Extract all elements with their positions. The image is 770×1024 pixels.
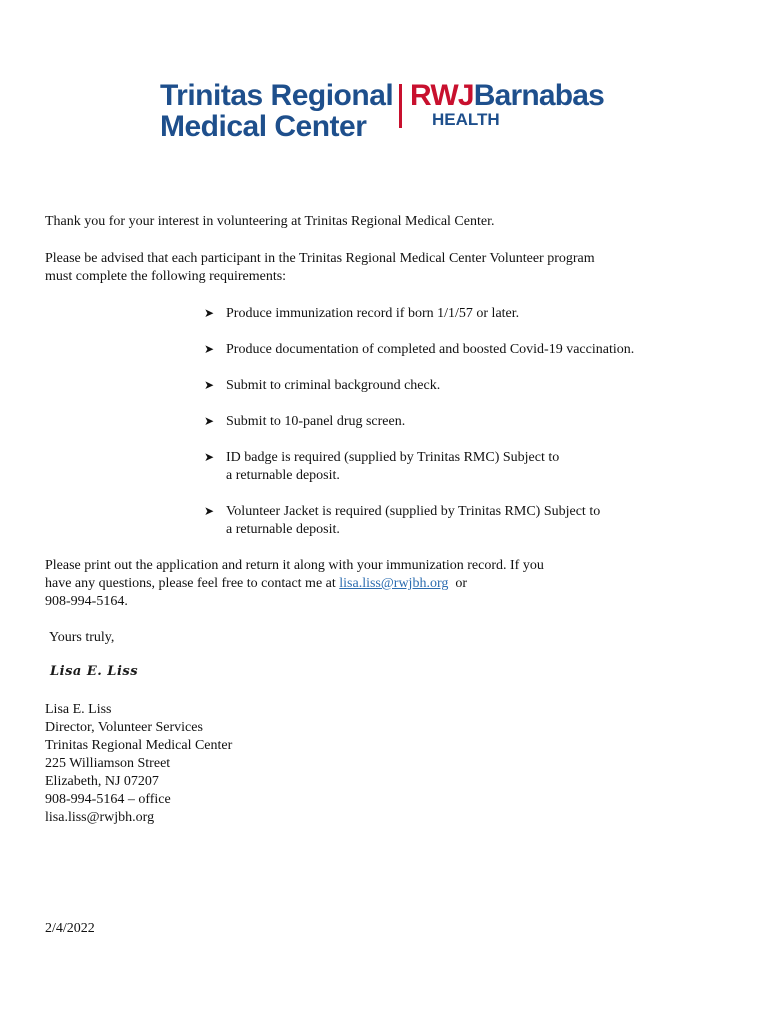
trinitas-logo-text [160,80,393,142]
sender-name: Lisa E. Liss [45,702,112,717]
requirement-item [204,340,634,359]
arrow-bullet-icon: ➤ [204,378,215,392]
requirement-text: ID badge is required (supplied by Trinitas RMC) Subject to [226,450,560,465]
logo-line-1: Trinitas Regional [160,79,394,112]
sender-email: lisa.liss@rwjbh.org [45,810,155,825]
requirement-text: Produce documentation of completed and boosted Covid-19 vaccination. [226,342,635,357]
requirement-item [204,448,559,485]
requirement-item [204,502,600,539]
closing-line-2-or: or [455,576,468,591]
closing-line-3: 908-994-5164. [45,594,128,609]
requirement-item [204,304,519,323]
logo-barnabas: Barnabas [473,79,605,112]
advised-line-2: must complete the following requirements: [45,269,287,284]
advised-paragraph [45,250,595,286]
logo-rwj: RWJ [410,79,474,112]
closing-line-2-text: have any questions, please feel free to contact me at [45,576,336,591]
requirement-text: Volunteer Jacket is required (supplied by Trinitas RMC) Subject to [226,504,601,519]
requirement-text-continued: a returnable deposit. [226,468,340,483]
arrow-bullet-icon: ➤ [204,342,215,356]
closing-line-1: Please print out the application and return it along with your immunization record. If you [45,558,544,573]
logo-health: HEALTH [432,110,500,129]
organization-logo [160,79,605,144]
requirement-item [204,412,405,431]
arrow-bullet-icon: ➤ [204,306,215,320]
contact-email-link[interactable]: lisa.liss@rwjbh.org [339,576,449,591]
sender-city: Elizabeth, NJ 07207 [45,774,159,789]
closing-paragraph [45,557,544,611]
intro-paragraph: Thank you for your interest in volunteering at Trinitas Regional Medical Center. [45,214,495,229]
logo-divider [399,84,402,128]
letter-date: 2/4/2022 [45,921,95,936]
sender-phone: 908-994-5164 – office [45,792,171,807]
requirement-text-continued: a returnable deposit. [226,522,340,537]
requirement-text: Produce immunization record if born 1/1/57 or later. [226,306,520,321]
requirement-text: Submit to criminal background check. [226,378,441,393]
sender-signature-block [45,701,232,827]
sender-title: Director, Volunteer Services [45,720,203,735]
valediction: Yours truly, [49,630,115,645]
advised-line-1: Please be advised that each participant in the Trinitas Regional Medical Center Volunteer program [45,251,595,266]
arrow-bullet-icon: ➤ [204,450,215,464]
rwjbarnabas-logo-text [410,80,604,112]
logo-line-2: Medical Center [160,110,367,143]
sender-street: 225 Williamson Street [45,756,171,771]
closing-line-2 [45,575,544,593]
handwritten-signature: Lisa E. Liss [50,664,139,679]
requirement-item [204,376,440,395]
sender-organization: Trinitas Regional Medical Center [45,738,233,753]
requirement-text: Submit to 10-panel drug screen. [226,414,406,429]
arrow-bullet-icon: ➤ [204,504,215,518]
arrow-bullet-icon: ➤ [204,414,215,428]
